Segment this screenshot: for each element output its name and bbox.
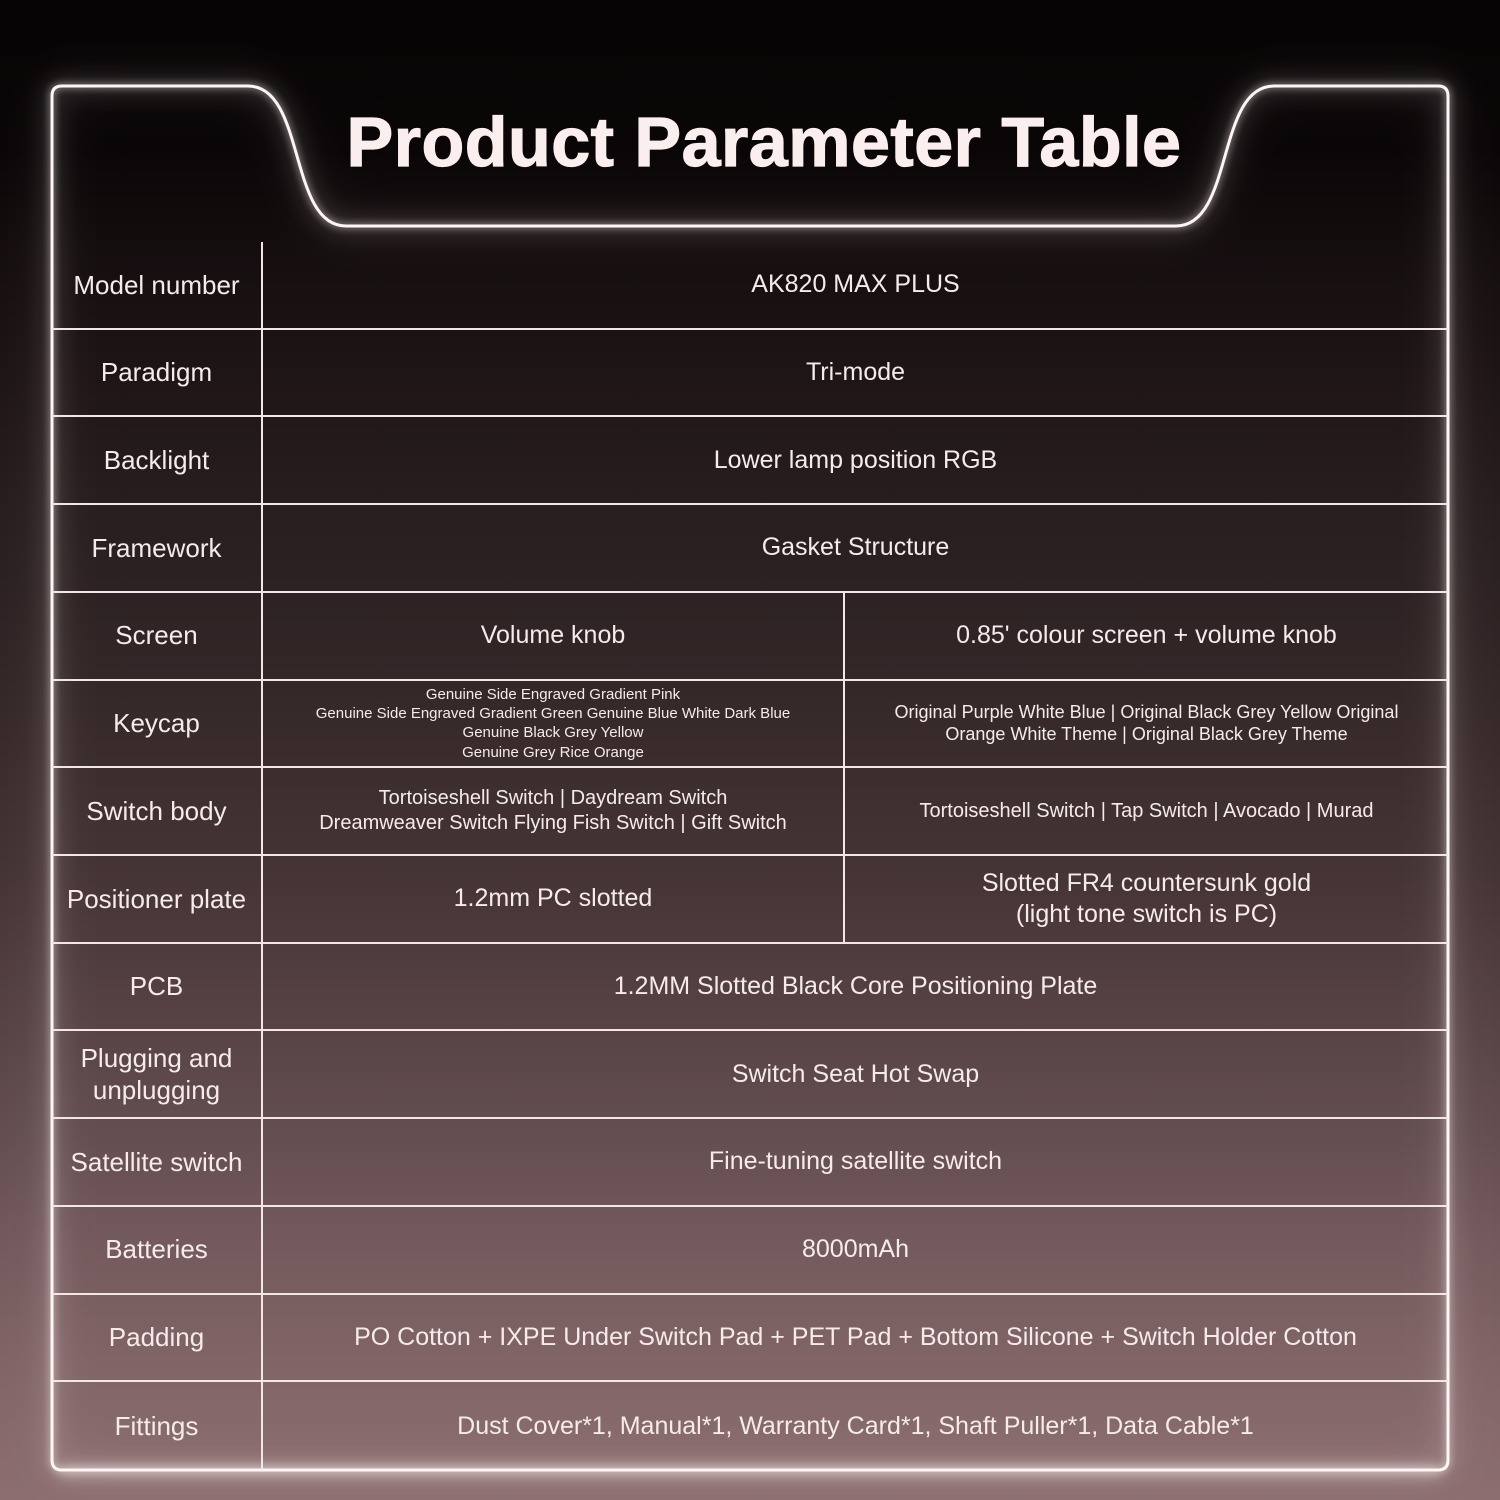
row-value-right <box>845 856 1448 942</box>
row-batteries <box>52 1207 1448 1295</box>
keycap-line: Genuine Side Engraved Gradient Green Genuine Blue White Dark Blue <box>315 705 791 723</box>
row-value-right <box>845 681 1448 767</box>
row-framework <box>52 505 1448 593</box>
row-value-left <box>263 681 845 767</box>
row-label: Model number <box>52 242 263 328</box>
row-value-left: Volume knob <box>263 593 845 679</box>
row-value: 8000mAh <box>801 1235 910 1264</box>
row-paradigm <box>52 330 1448 418</box>
row-label: Paradigm <box>52 330 263 416</box>
row-value: Dust Cover*1, Manual*1, Warranty Card*1, Shaft Puller*1, Data Cable*1 <box>457 1411 1254 1440</box>
row-positioner-plate <box>52 856 1448 944</box>
row-switch-body <box>52 768 1448 856</box>
row-label: PCB <box>52 944 263 1030</box>
positioner-line: (light tone switch is PC) <box>1015 899 1278 928</box>
page-title: Product Parameter Table <box>346 103 1182 181</box>
row-value: Tri-mode <box>805 357 906 386</box>
parameter-table <box>52 242 1448 1470</box>
keycap-line: Original Purple White Blue | Original Black Grey Yellow Original <box>894 701 1399 722</box>
row-label: Plugging and unplugging <box>52 1031 263 1117</box>
row-label: Keycap <box>52 681 263 767</box>
keycap-line: Genuine Grey Rice Orange <box>462 743 644 761</box>
row-padding <box>52 1295 1448 1383</box>
row-satellite-switch <box>52 1119 1448 1207</box>
row-value: AK820 MAX PLUS <box>751 270 960 299</box>
row-label: Backlight <box>52 417 263 503</box>
switch-line: Dreamweaver Switch Flying Fish Switch | Gift Switch <box>319 812 787 835</box>
keycap-line: Genuine Side Engraved Gradient Pink <box>425 686 681 704</box>
row-value-right: 0.85' colour screen + volume knob <box>956 621 1337 650</box>
row-label: Positioner plate <box>52 856 263 942</box>
row-backlight <box>52 417 1448 505</box>
row-pcb <box>52 944 1448 1032</box>
row-label: Framework <box>52 505 263 591</box>
row-label: Fittings <box>52 1382 263 1470</box>
row-label: Padding <box>52 1295 263 1381</box>
row-screen <box>52 593 1448 681</box>
row-value-right: Tortoiseshell Switch | Tap Switch | Avocado | Murad <box>919 799 1374 822</box>
row-value: PO Cotton + IXPE Under Switch Pad + PET Pad + Bottom Silicone + Switch Holder Cotton <box>354 1322 1357 1351</box>
row-value: Gasket Structure <box>761 533 950 562</box>
positioner-line: Slotted FR4 countersunk gold <box>981 868 1312 897</box>
keycap-line: Orange White Theme | Original Black Grey Theme <box>945 724 1348 745</box>
row-value-left: 1.2mm PC slotted <box>263 856 845 942</box>
row-value: 1.2MM Slotted Black Core Positioning Plate <box>613 971 1098 1000</box>
row-label: Batteries <box>52 1207 263 1293</box>
row-value: Lower lamp position RGB <box>713 445 998 474</box>
row-label: Satellite switch <box>52 1119 263 1205</box>
row-keycap <box>52 681 1448 769</box>
row-label: Screen <box>52 593 263 679</box>
row-label: Switch body <box>52 768 263 854</box>
row-plugging-unplugging <box>52 1031 1448 1119</box>
row-value: Switch Seat Hot Swap <box>731 1059 980 1088</box>
row-value: Fine-tuning satellite switch <box>708 1147 1003 1176</box>
switch-line: Tortoiseshell Switch | Daydream Switch <box>378 787 728 810</box>
keycap-line: Genuine Black Grey Yellow <box>462 724 644 742</box>
row-value-left <box>263 768 845 854</box>
row-model-number <box>52 242 1448 330</box>
row-fittings <box>52 1382 1448 1470</box>
